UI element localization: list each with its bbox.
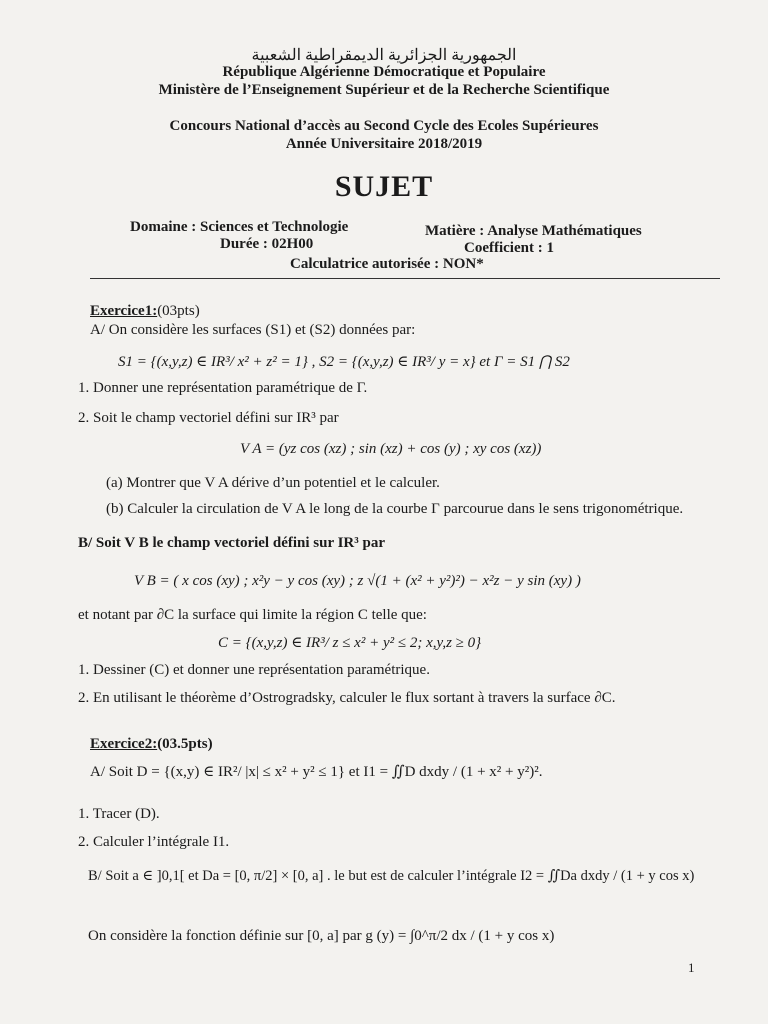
republic-line: République Algérienne Démocratique et Populaire bbox=[222, 64, 546, 80]
arabic-header: الجمهورية الجزائرية الديمقراطية الشعبية bbox=[251, 47, 517, 64]
ex1-region-c: C = {(x,y,z) ∈ IR³/ z ≤ x² + y² ≤ 2; x,y,z ≥ 0} bbox=[218, 635, 482, 651]
ministry-line: Ministère de l’Enseignement Supérieur et de la Recherche Scientifique bbox=[158, 82, 610, 98]
exercise1-title: Exercice1: bbox=[90, 303, 158, 319]
ex1-boundary-note: et notant par ∂C la surface qui limite la région C telle que: bbox=[78, 607, 427, 623]
domaine: Domaine : Sciences et Technologie bbox=[130, 219, 349, 235]
exercise2-heading bbox=[90, 736, 213, 753]
page-title: SUJET bbox=[334, 170, 434, 203]
calculatrice: Calculatrice autorisée : NON* bbox=[290, 256, 484, 272]
ex1-b-question-2: 2. En utilisant le théorème d’Ostrogradsky, calculer le flux sortant à travers la surface ∂C. bbox=[78, 690, 616, 706]
ex1-field-vb: V B = ( x cos (xy) ; x²y − y cos (xy) ; z √(1 + (x² + y²)²) − x²z − y sin (xy) ) bbox=[134, 573, 581, 589]
ex1-question-b: (b) Calculer la circulation de V A le long de la courbe Γ parcourue dans le sens trigonométrique. bbox=[106, 501, 684, 517]
duree: Durée : 02H00 bbox=[220, 236, 314, 252]
ex1-question-2: 2. Soit le champ vectoriel défini sur IR³ par bbox=[78, 410, 339, 426]
ex1-question-1: 1. Donner une représentation paramétrique de Γ. bbox=[78, 380, 368, 396]
exercise2-title: Exercice2: bbox=[90, 736, 158, 752]
coefficient: Coefficient : 1 bbox=[464, 240, 554, 256]
ex1-field-va: V A = (yz cos (xz) ; sin (xz) + cos (y) ; xy cos (xz)) bbox=[240, 441, 542, 457]
concours-line: Concours National d’accès au Second Cycle des Ecoles Supérieures bbox=[169, 118, 599, 134]
year-line: Année Universitaire 2018/2019 bbox=[285, 136, 483, 152]
ex2-question-1: 1. Tracer (D). bbox=[78, 806, 160, 822]
ex1-part-a-intro: A/ On considère les surfaces (S1) et (S2) données par: bbox=[90, 322, 416, 338]
ex2-question-2: 2. Calculer l’intégrale I1. bbox=[78, 834, 230, 850]
ex1-question-a: (a) Montrer que V A dérive d’un potentiel et le calculer. bbox=[106, 475, 440, 491]
exercise1-heading bbox=[90, 303, 200, 320]
ex1-b-question-1: 1. Dessiner (C) et donner une représentation paramétrique. bbox=[78, 662, 430, 678]
exercise1-points: (03pts) bbox=[157, 303, 200, 319]
page-number: 1 bbox=[688, 960, 695, 975]
ex1-part-b-intro: B/ Soit V B le champ vectoriel défini sur IR³ par bbox=[78, 535, 386, 551]
ex2-part-a: A/ Soit D = {(x,y) ∈ IR²/ |x| ≤ x² + y² ≤ 1} et I1 = ∬D dxdy / (1 + x² + y²)². bbox=[90, 764, 543, 780]
ex2-function-g: On considère la fonction définie sur [0, a] par g (y) = ∫0^π/2 dx / (1 + y cos x) bbox=[88, 928, 555, 944]
header-divider bbox=[90, 278, 720, 279]
matiere: Matière : Analyse Mathématiques bbox=[425, 223, 642, 239]
exercise2-points: (03.5pts) bbox=[157, 736, 213, 752]
ex1-surfaces-definition: S1 = {(x,y,z) ∈ IR³/ x² + z² = 1} , S2 = {(x,y,z) ∈ IR³/ y = x} et Γ = S1 ⋂ S2 bbox=[118, 354, 570, 370]
ex2-part-b: B/ Soit a ∈ ]0,1[ et Da = [0, π/2] × [0, a] . le but est de calculer l’intégrale I2 = ∬Da dxdy / (1 + y cos x) bbox=[88, 868, 695, 884]
